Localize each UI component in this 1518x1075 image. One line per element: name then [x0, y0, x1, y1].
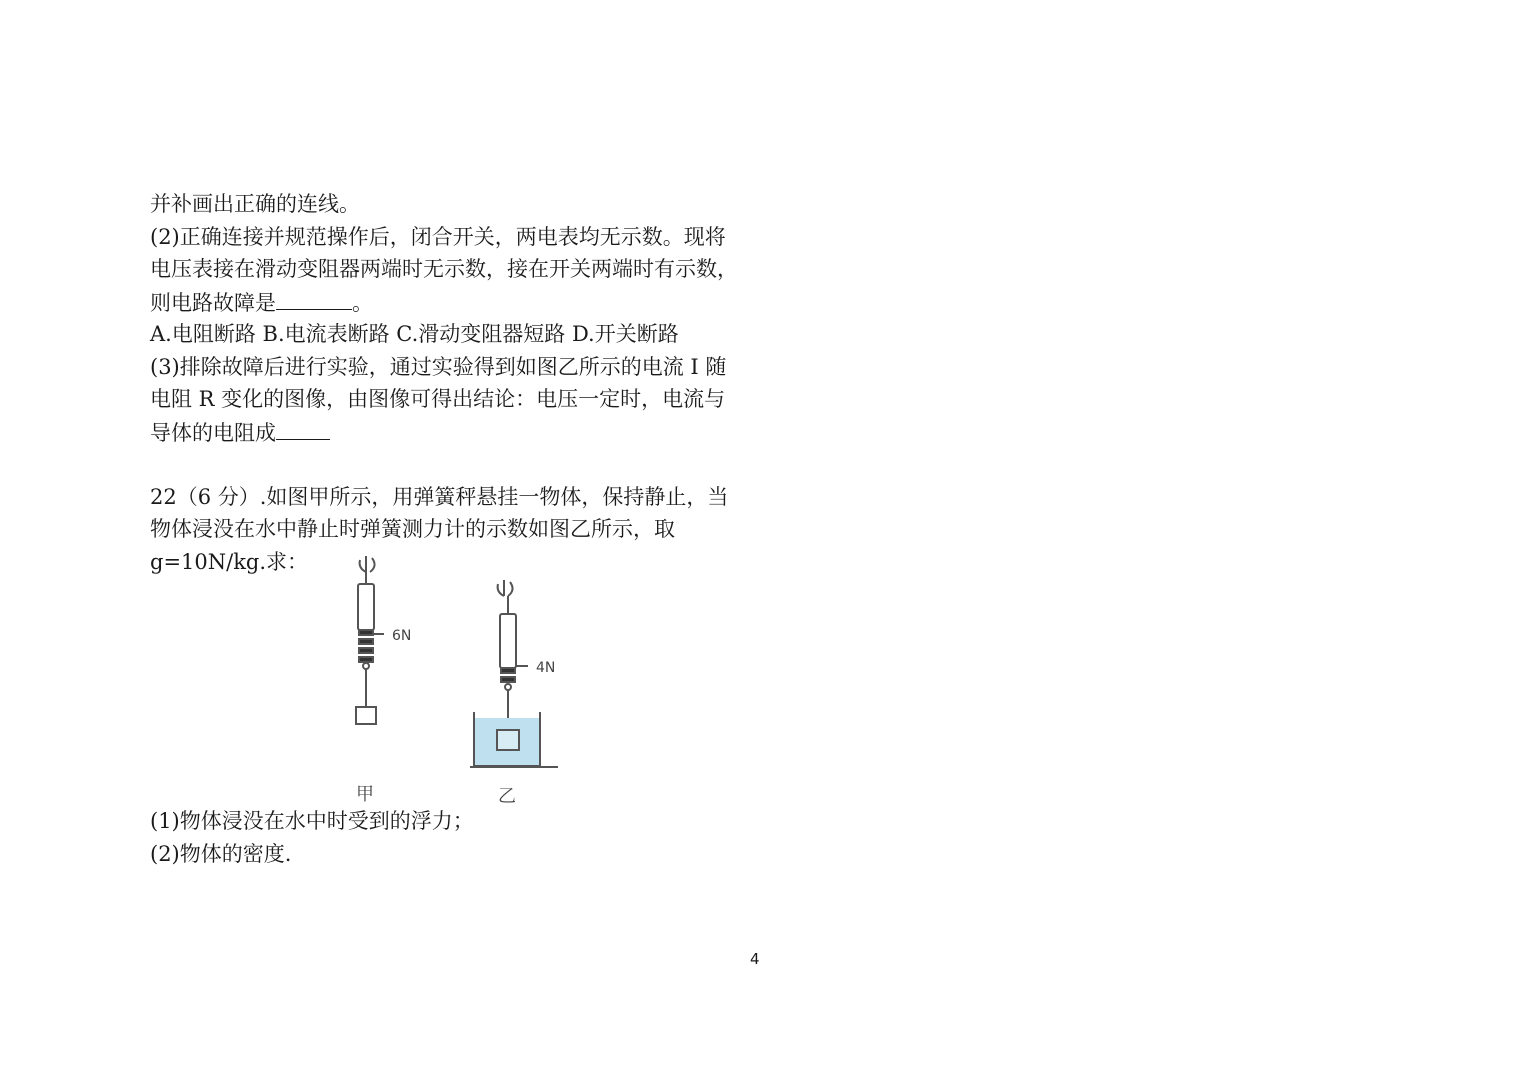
q21-part2-line2: 电压表接在滑动变阻器两端时无示数，接在开关两端时有示数，	[150, 257, 738, 281]
q21-part2-line3	[150, 289, 373, 316]
q21-part2-period: 。	[352, 291, 373, 315]
hanging-object-a	[356, 707, 376, 724]
q22-sub2: (2)物体的密度.	[150, 842, 292, 866]
spring-scale-a	[356, 556, 384, 724]
q21-part2-prompt: 则电路故障是	[150, 291, 276, 315]
page-number: 4	[750, 950, 760, 968]
scale-a-reading: 6N	[392, 628, 412, 644]
label-a: 甲	[356, 784, 374, 805]
hand-hook-b-icon	[498, 580, 513, 596]
answer-blank-fault[interactable]	[276, 289, 352, 310]
q21-part2-line1: (2)正确连接并规范操作后，闭合开关，两电表均无示数。现将	[150, 225, 726, 249]
spring-scale-diagram	[340, 552, 570, 812]
label-b: 乙	[498, 786, 516, 807]
hanging-object-b	[497, 730, 519, 750]
spring-scale-figure	[340, 552, 570, 812]
answer-blank-relation[interactable]	[276, 419, 330, 440]
scale-body-a	[358, 584, 374, 630]
q22-line2: 物体浸没在水中静止时弹簧测力计的示数如图乙所示，取	[150, 517, 675, 541]
scale-b-reading: 4N	[536, 660, 556, 676]
q22-line1: 22（6 分）.如图甲所示，用弹簧秤悬挂一物体，保持静止，当	[150, 485, 729, 509]
q21-part3-prompt: 导体的电阻成	[150, 421, 276, 445]
q21-part3-line1: (3)排除故障后进行实验，通过实验得到如图乙所示的电流 I 随	[150, 355, 727, 379]
q21-line1: 并补画出正确的连线。	[150, 192, 360, 216]
q21-part3-line2: 电阻 R 变化的图像，由图像可得出结论：电压一定时，电流与	[150, 387, 726, 411]
q21-part3-line3	[150, 419, 330, 446]
hand-hook-a-icon	[360, 556, 375, 572]
q22-sub1: (1)物体浸没在水中时受到的浮力；	[150, 809, 474, 833]
q22-line3: g=10N/kg.求：	[150, 550, 309, 574]
q21-options: A.电阻断路 B.电流表断路 C.滑动变阻器短路 D.开关断路	[150, 322, 679, 346]
scale-body-b	[500, 614, 516, 668]
